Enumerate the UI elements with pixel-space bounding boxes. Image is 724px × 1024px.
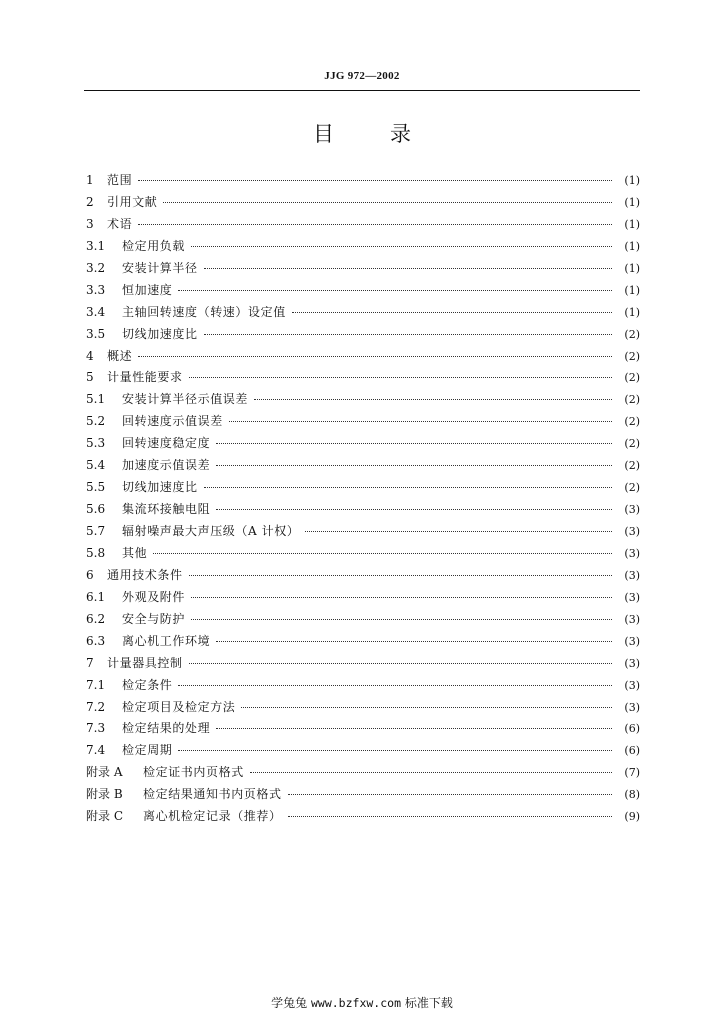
toc-item-label: 检定用负载 xyxy=(122,238,186,253)
toc-dot-leader xyxy=(204,334,612,335)
toc-item[interactable] xyxy=(86,543,640,565)
toc-item-number: 5.2 xyxy=(86,414,106,429)
toc-item[interactable] xyxy=(86,499,640,521)
toc-item-number: 5.7 xyxy=(86,524,106,538)
toc-dot-leader xyxy=(254,399,612,400)
toc-dot-leader xyxy=(288,794,612,795)
toc-item[interactable] xyxy=(86,214,640,236)
page-title: 目录 xyxy=(313,122,467,146)
toc-item-page: (3) xyxy=(624,525,640,538)
toc-item-label: 检定结果的处理 xyxy=(122,721,211,736)
toc-item-page: (7) xyxy=(624,766,640,780)
toc-item-page: (2) xyxy=(624,437,640,451)
toc-dot-leader xyxy=(288,816,612,817)
toc-item-label: 其他 xyxy=(122,545,148,560)
toc-item-label: 安装计算半径 xyxy=(122,260,198,275)
toc-item-page: (3) xyxy=(624,546,640,560)
toc-item[interactable] xyxy=(86,740,640,762)
toc-dot-leader xyxy=(178,290,612,291)
toc-dot-leader xyxy=(216,443,612,444)
toc-item[interactable] xyxy=(86,192,640,214)
toc-item-label: 恒加速度 xyxy=(122,282,173,297)
toc-item-number: 6 xyxy=(86,567,94,582)
header-divider xyxy=(84,90,640,91)
toc-item-label: 范围 xyxy=(107,173,133,187)
toc-dot-leader xyxy=(163,202,612,203)
toc-item[interactable] xyxy=(86,455,640,477)
toc-item-label: 外观及附件 xyxy=(122,589,186,604)
toc-dot-leader xyxy=(189,663,612,664)
toc-item[interactable] xyxy=(86,675,640,697)
toc-dot-leader xyxy=(191,619,612,620)
toc-item[interactable] xyxy=(86,762,640,784)
toc-item-label: 辐射噪声最大声压级（A 计权） xyxy=(122,524,300,538)
toc-item-page: (3) xyxy=(624,678,640,692)
toc-item-label: 检定结果通知书内页格式 xyxy=(143,787,282,802)
toc-item-label: 检定项目及检定方法 xyxy=(122,699,236,714)
toc-item-page: (6) xyxy=(624,744,640,758)
toc-item-number: 2 xyxy=(86,194,94,209)
toc-item-label: 离心机检定记录（推荐） xyxy=(143,809,282,824)
toc-item-page: (3) xyxy=(624,656,640,670)
toc-dot-leader xyxy=(241,707,612,708)
toc-item-page: (9) xyxy=(624,810,640,824)
toc-dot-leader xyxy=(138,356,612,357)
footer-url-link[interactable]: www.bzfxw.com xyxy=(310,996,401,1010)
toc-item[interactable] xyxy=(86,631,640,653)
toc-item-page: (2) xyxy=(624,327,640,341)
toc-item[interactable] xyxy=(86,521,640,543)
toc-item-page: (1) xyxy=(624,305,640,319)
toc-item[interactable] xyxy=(86,236,640,258)
toc-item-label: 安装计算半径示值误差 xyxy=(122,392,249,407)
toc-item-page: (2) xyxy=(624,349,640,363)
toc-item-page: (2) xyxy=(624,481,640,495)
toc-item-label: 回转速度稳定度 xyxy=(122,436,211,451)
toc-item-page: (1) xyxy=(624,239,640,253)
toc-item-page: (3) xyxy=(624,503,640,517)
toc-item[interactable] xyxy=(86,697,640,719)
toc-item-label: 检定周期 xyxy=(122,743,173,758)
toc-item-number: 7 xyxy=(86,655,94,670)
toc-item[interactable] xyxy=(86,587,640,609)
toc-dot-leader xyxy=(305,531,612,532)
toc-item-number: 5.5 xyxy=(86,480,106,495)
toc-item-page: (2) xyxy=(624,371,640,385)
toc-item-page: (2) xyxy=(624,393,640,407)
toc-item-label: 术语 xyxy=(107,216,133,231)
toc-item-page: (3) xyxy=(624,568,640,582)
document-code-header: JJG 972—2002 xyxy=(324,70,400,82)
toc-item-label: 检定条件 xyxy=(122,677,173,692)
toc-item-label: 引用文献 xyxy=(107,194,158,209)
toc-item-page: (1) xyxy=(624,261,640,275)
toc-item-number: 3.4 xyxy=(86,304,106,319)
toc-item[interactable] xyxy=(86,609,640,631)
toc-item[interactable] xyxy=(86,433,640,455)
toc-item-number: 5.6 xyxy=(86,502,106,517)
toc-item-number: 附录 A xyxy=(86,765,123,780)
toc-item[interactable] xyxy=(86,565,640,587)
toc-item-number: 6.1 xyxy=(86,589,106,604)
toc-item-number: 3.1 xyxy=(86,238,106,253)
toc-item[interactable] xyxy=(86,280,640,302)
toc-item-label: 切线加速度比 xyxy=(122,326,198,341)
toc-item-number: 3.2 xyxy=(86,260,106,275)
toc-item-page: (3) xyxy=(624,612,640,626)
toc-item-number: 7.3 xyxy=(86,721,106,736)
toc-item-page: (3) xyxy=(624,634,640,648)
toc-item-number: 5.8 xyxy=(86,545,106,560)
toc-item-page: (3) xyxy=(624,700,640,714)
toc-dot-leader xyxy=(216,465,612,466)
toc-item[interactable] xyxy=(86,367,640,389)
toc-item-number: 7.2 xyxy=(86,699,106,714)
toc-dot-leader xyxy=(178,750,612,751)
toc-item[interactable] xyxy=(86,346,640,368)
toc-item-number: 4 xyxy=(86,348,94,363)
toc-dot-leader xyxy=(178,685,612,686)
toc-item[interactable] xyxy=(86,302,640,324)
toc-item-page: (1) xyxy=(624,195,640,209)
table-of-contents xyxy=(86,170,640,828)
toc-dot-leader xyxy=(204,487,612,488)
toc-item-page: (1) xyxy=(624,217,640,231)
toc-item-page: (3) xyxy=(624,590,640,604)
toc-item-number: 5.3 xyxy=(86,436,106,451)
toc-item-number: 附录 C xyxy=(86,809,123,824)
toc-dot-leader xyxy=(216,509,612,510)
toc-item-label: 加速度示值误差 xyxy=(122,458,211,473)
toc-item-label: 集流环接触电阻 xyxy=(122,502,211,517)
toc-item-label: 概述 xyxy=(107,348,133,363)
toc-dot-leader xyxy=(216,641,612,642)
toc-dot-leader xyxy=(191,597,612,598)
toc-item-label: 离心机工作环境 xyxy=(122,633,211,648)
toc-item[interactable] xyxy=(86,477,640,499)
toc-item-number: 5.1 xyxy=(86,392,106,407)
toc-item[interactable] xyxy=(86,389,640,411)
toc-dot-leader xyxy=(191,246,612,247)
toc-item[interactable] xyxy=(86,258,640,280)
toc-item[interactable] xyxy=(86,718,640,740)
toc-item-label: 计量器具控制 xyxy=(107,655,183,670)
toc-item-page: (8) xyxy=(624,788,640,802)
toc-item-number: 附录 B xyxy=(86,787,123,802)
toc-dot-leader xyxy=(153,553,612,554)
toc-dot-leader xyxy=(189,377,612,378)
toc-item-label: 主轴回转速度（转速）设定值 xyxy=(122,304,286,319)
toc-item[interactable] xyxy=(86,784,640,806)
toc-dot-leader xyxy=(204,268,612,269)
toc-item[interactable] xyxy=(86,653,640,675)
toc-item[interactable] xyxy=(86,170,640,192)
toc-item-number: 5.4 xyxy=(86,458,106,473)
toc-item-page: (1) xyxy=(624,283,640,297)
toc-item-page: (2) xyxy=(624,415,640,429)
toc-item-number: 5 xyxy=(86,370,94,385)
toc-item[interactable] xyxy=(86,806,640,828)
footer-site-name: 学兔兔 xyxy=(271,996,308,1010)
toc-item-number: 7.4 xyxy=(86,743,106,758)
toc-item-number: 3.5 xyxy=(86,326,106,341)
toc-item-label: 回转速度示值误差 xyxy=(122,414,223,429)
toc-item-label: 检定证书内页格式 xyxy=(143,765,244,780)
toc-item-number: 6.3 xyxy=(86,633,106,648)
toc-item-label: 通用技术条件 xyxy=(107,567,183,582)
toc-item-label: 切线加速度比 xyxy=(122,480,198,495)
toc-item-page: (1) xyxy=(624,174,640,187)
toc-dot-leader xyxy=(189,575,612,576)
toc-dot-leader xyxy=(292,312,612,313)
toc-dot-leader xyxy=(138,180,612,181)
toc-item[interactable] xyxy=(86,411,640,433)
toc-dot-leader xyxy=(250,772,612,773)
toc-item-label: 安全与防护 xyxy=(122,611,186,626)
toc-item-number: 1 xyxy=(86,173,94,187)
footer-slogan: 标准下载 xyxy=(404,996,453,1010)
toc-dot-leader xyxy=(138,224,612,225)
toc-item-number: 3.3 xyxy=(86,282,106,297)
toc-item-page: (6) xyxy=(624,722,640,736)
toc-dot-leader xyxy=(229,421,612,422)
toc-dot-leader xyxy=(216,728,612,729)
toc-item-page: (2) xyxy=(624,459,640,473)
toc-item-number: 6.2 xyxy=(86,611,106,626)
toc-item-label: 计量性能要求 xyxy=(107,370,183,385)
toc-item-number: 7.1 xyxy=(86,677,106,692)
footer-watermark xyxy=(0,994,724,1011)
toc-item[interactable] xyxy=(86,324,640,346)
toc-item-number: 3 xyxy=(86,216,94,231)
